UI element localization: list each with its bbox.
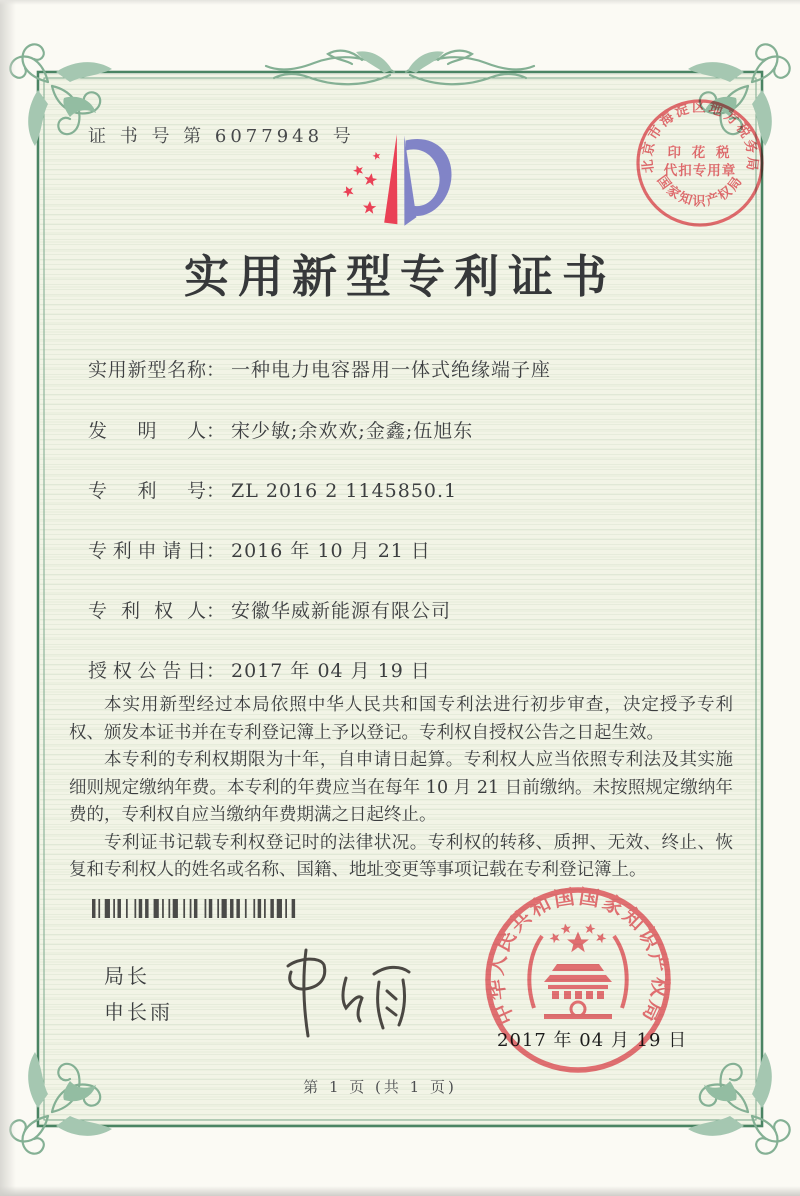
field-label: 实用新型名称	[88, 359, 206, 381]
tax-seal-bottom-text: 国家知识产权局	[653, 173, 747, 210]
field-value: ZL 2016 2 1145850.1	[231, 480, 458, 502]
certificate-number: 证 书 号 第 6077948 号	[88, 126, 355, 147]
legal-text-block	[69, 692, 733, 885]
field-value: 宋少敏;余欢欢;金鑫;伍旭东	[231, 420, 474, 442]
field-value: 2016 年 10 月 21 日	[231, 540, 431, 562]
field-row-filing-date	[88, 536, 431, 563]
page-number-footer: 第 1 页 (共 1 页)	[303, 1078, 457, 1096]
field-value: 一种电力电容器用一体式绝缘端子座	[231, 359, 552, 381]
field-colon: ：	[206, 480, 226, 502]
field-row-patent-number	[88, 476, 457, 503]
china-national-emblem-icon	[529, 923, 626, 1019]
director-name: 申长雨	[104, 1000, 173, 1024]
legal-paragraph: 本专利的专利权期限为十年，自申请日起算。专利权人应当依照专利法及其实施细则规定缴纳年费。本专利的年费应当在每年 10 月 21 日前缴纳。未按照规定缴纳年费的，专利权自应当缴纳年费期满之日起终止。	[69, 750, 733, 825]
field-label: 授权公告日	[88, 660, 206, 682]
tax-seal-top-text: 北京市海淀区地方税务局	[639, 99, 761, 174]
svg-text:中华人民共和国国家知识产权局	[483, 884, 672, 1028]
stamp-tax-seal	[625, 88, 775, 238]
field-colon: ：	[206, 420, 226, 442]
director-signature-icon	[228, 942, 418, 1042]
scan-shadow-left	[0, 0, 16, 1196]
sipo-patent-logo-icon	[330, 130, 462, 232]
field-colon: ：	[206, 660, 226, 682]
scan-shadow-bottom	[0, 1186, 800, 1196]
scan-shadow-top	[0, 0, 800, 5]
field-colon: ：	[206, 540, 226, 562]
field-label: 发明人	[88, 420, 206, 442]
field-label: 专利权人	[88, 600, 206, 622]
field-value: 安徽华威新能源有限公司	[231, 600, 452, 622]
field-row-grant-date	[88, 656, 431, 683]
field-value: 2017 年 04 月 19 日	[231, 660, 431, 682]
field-row-name	[88, 355, 551, 382]
legal-paragraph: 本实用新型经过本局依照中华人民共和国专利法进行初步审查，决定授予专利权、颁发本证书并在专利登记簿上予以登记。专利权自授权公告之日起生效。	[69, 695, 733, 743]
field-colon: ：	[206, 600, 226, 622]
office-seal-ring-text: 中华人民共和国国家知识产权局	[483, 884, 673, 1029]
issue-date: 2017 年 04 月 19 日	[497, 1030, 688, 1051]
field-row-inventors	[88, 416, 473, 443]
tax-seal-center-line2: 代扣专用章	[663, 163, 737, 179]
office-seal	[478, 880, 678, 1080]
legal-paragraph: 专利证书记载专利权登记时的法律状况。专利权的转移、质押、无效、终止、恢复和专利权人的姓名或名称、国籍、地址变更等事项记载在专利登记簿上。	[69, 832, 733, 880]
tax-seal-center-line1: 印 花 税	[667, 145, 733, 161]
barcode	[92, 899, 298, 918]
certificate-title: 实用新型专利证书	[183, 250, 616, 303]
field-row-patentee	[88, 596, 451, 623]
field-colon: ：	[206, 359, 226, 381]
field-label: 专利号	[88, 480, 206, 502]
director-title-label: 局长	[104, 964, 150, 988]
field-label: 专利申请日	[88, 540, 206, 562]
